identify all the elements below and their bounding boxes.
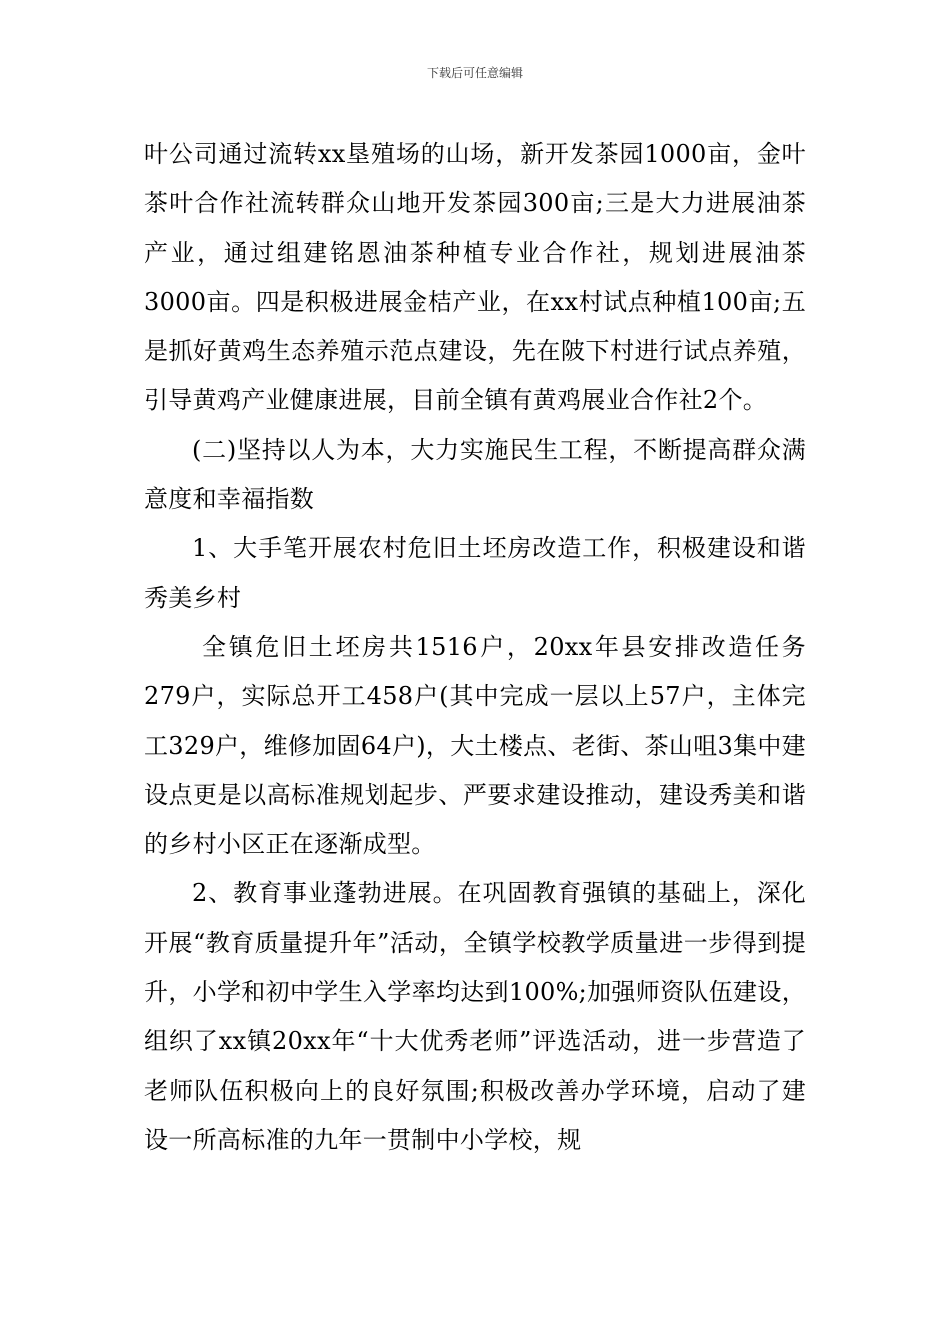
- page-header: 下载后可任意编辑: [426, 66, 523, 80]
- document-body: [144, 130, 806, 1165]
- section-heading-2: (二)坚持以人为本，大力实施民生工程，不断提高群众满意度和幸福指数: [144, 435, 806, 514]
- paragraph-housing: 全镇危旧土坯房共1516户，20xx年县安排改造任务279户，实际总开工458户(其中完成一层以上57户，主体完工329户，维修加固64户)，大土楼点、老街、茶山咀3集中建设点更是以高标准规划起步、严要求建设推动，建设秀美和谐的乡村小区正在逐渐成型。: [144, 632, 806, 859]
- paragraph-continuation: 叶公司通过流转xx垦殖场的山场，新开发茶园1000亩，金叶茶叶合作社流转群众山地开发茶园300亩;三是大力进展油茶产业，通过组建铭恩油茶种植专业合作社，规划进展油茶3000亩。四是积极进展金桔产业，在xx村试点种植100亩;五是抓好黄鸡生态养殖示范点建设，先在陂下村进行试点养殖，引导黄鸡产业健康进展，目前全镇有黄鸡展业合作社2个。: [144, 140, 806, 415]
- subsection-heading-1: 1、大手笔开展农村危旧土坯房改造工作，积极建设和谐秀美乡村: [144, 534, 806, 612]
- paragraph-education: 2、教育事业蓬勃进展。在巩固教育强镇的基础上，深化开展“教育质量提升年”活动，全镇学校教学质量进一步得到提升，小学和初中学生入学率均达到100%;加强师资队伍建设，组织了xx镇20xx年“十大优秀老师”评选活动，进一步营造了老师队伍积极向上的良好氛围;积极改善办学环境，启动了建设一所高标准的九年一贯制中小学校，规: [144, 879, 806, 1154]
